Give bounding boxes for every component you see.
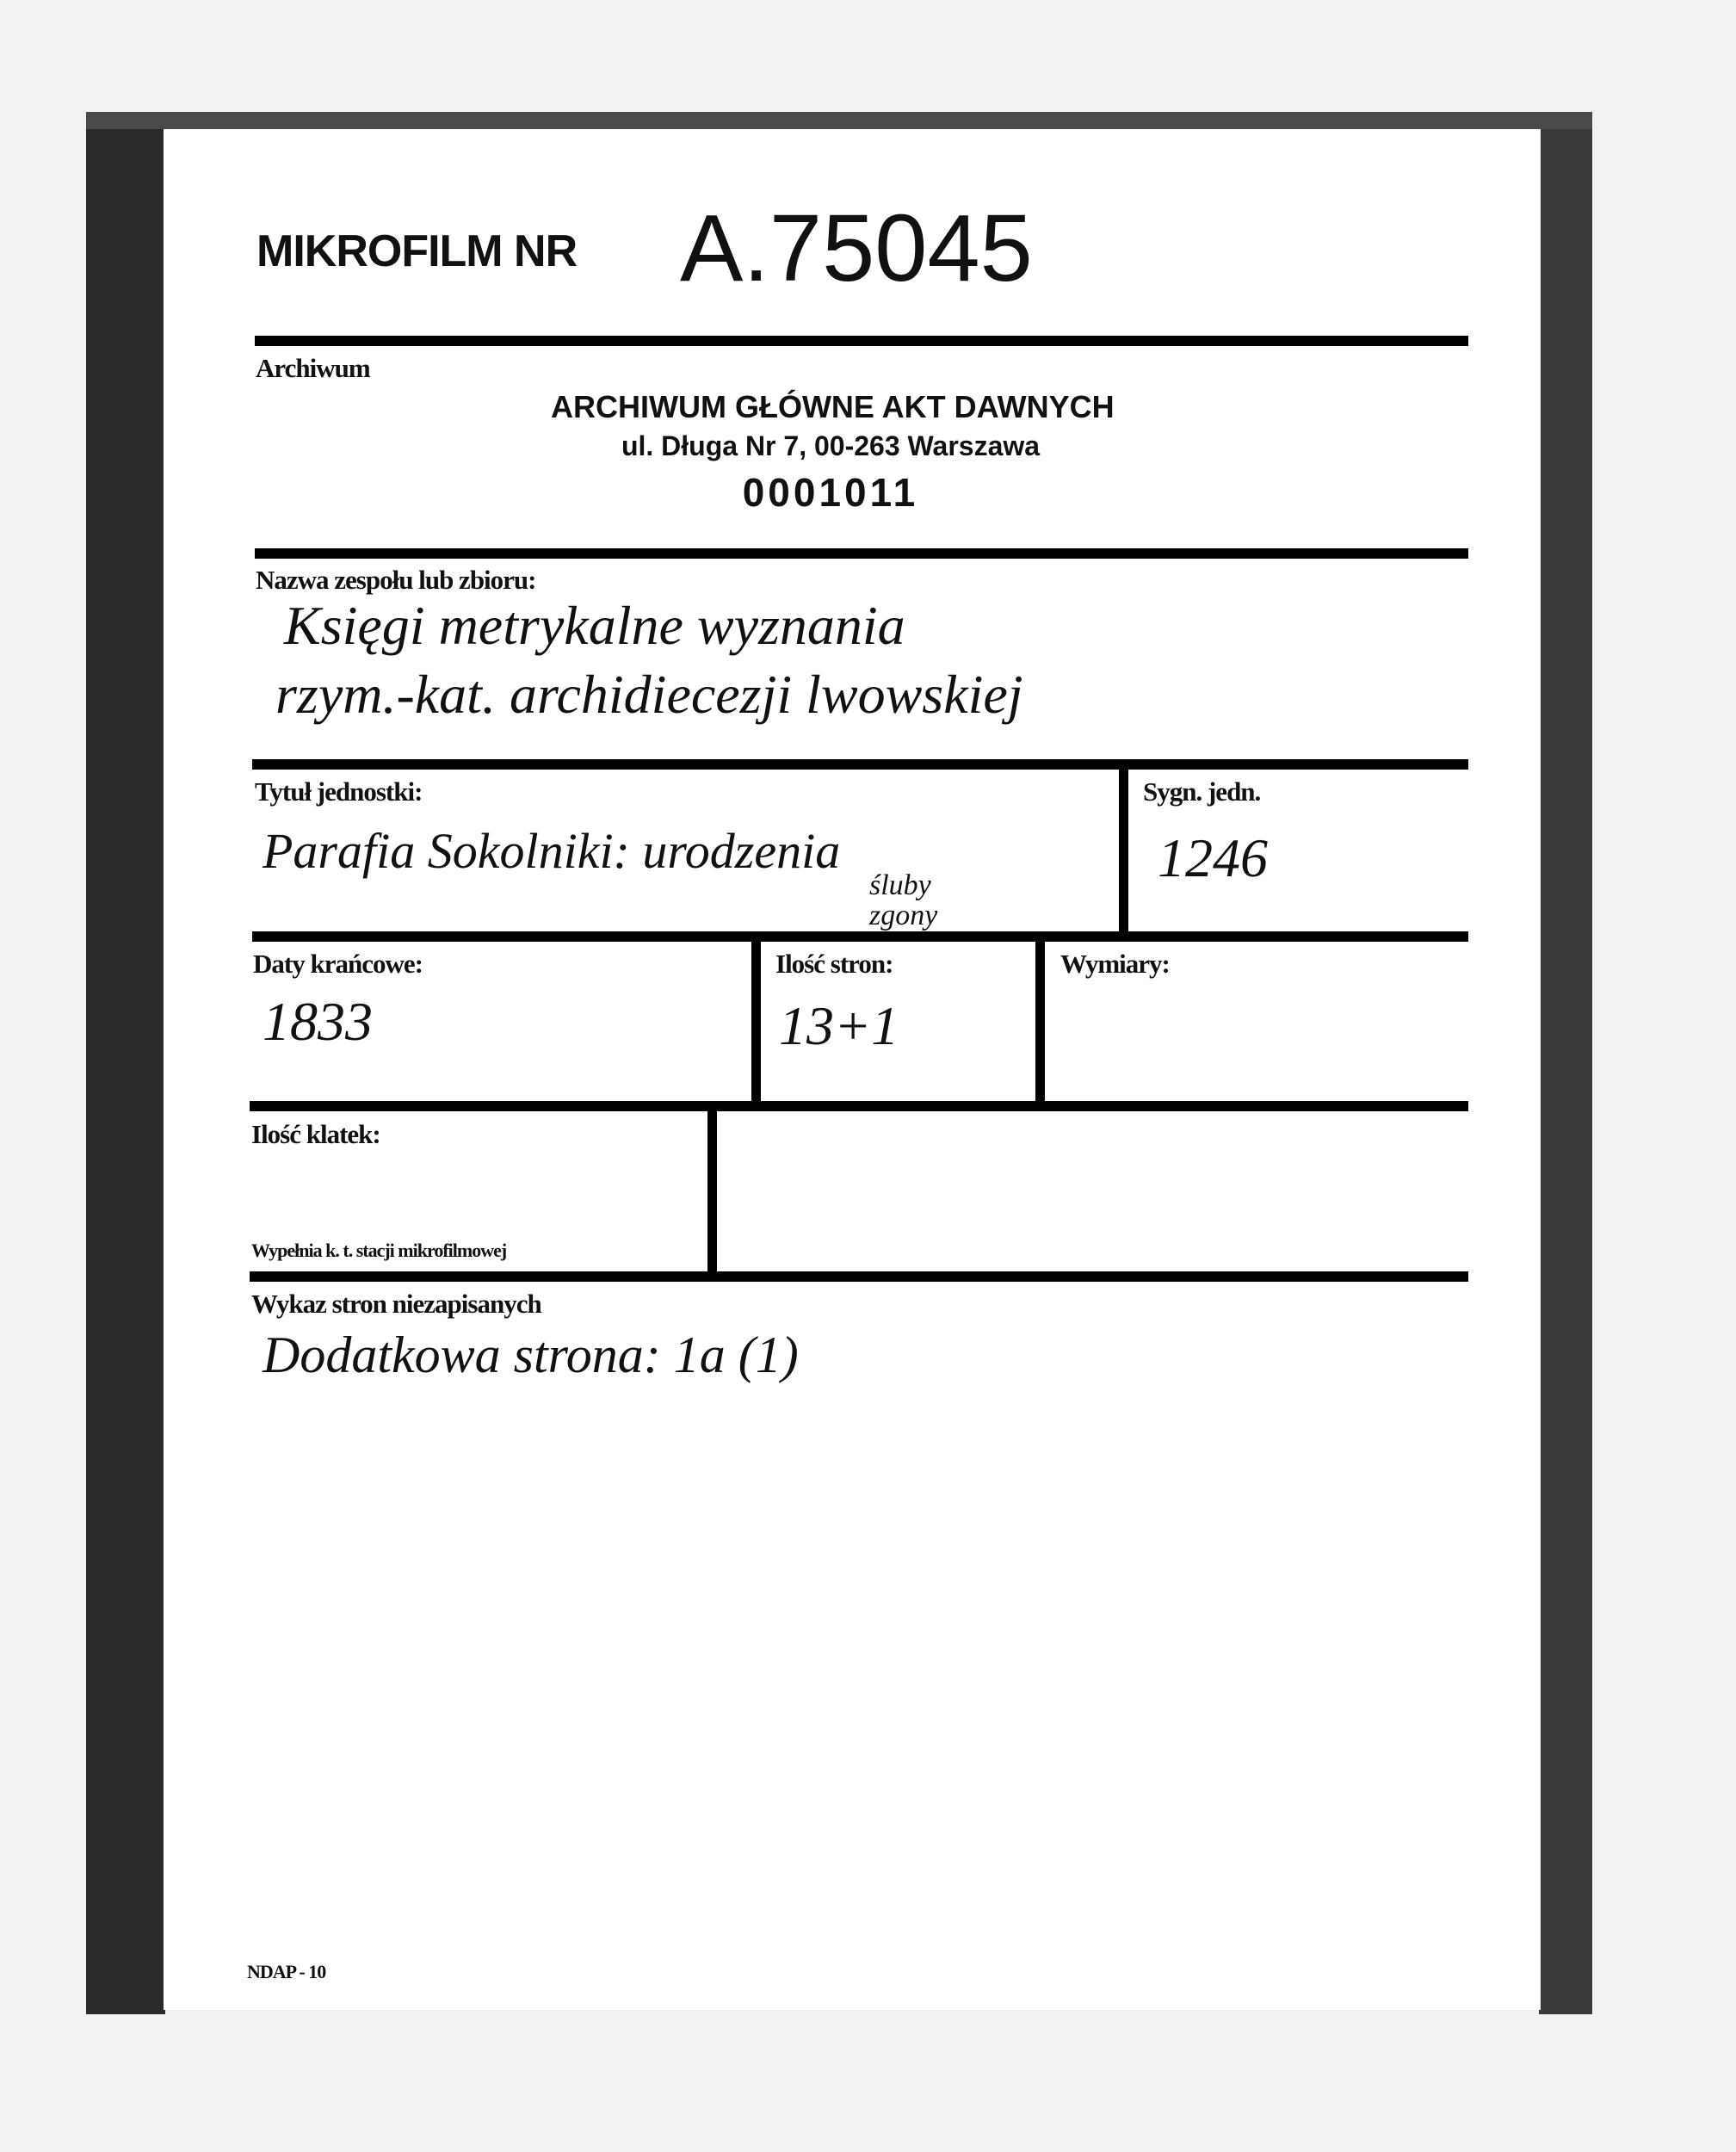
dates-label: Daty krańcowe:: [253, 949, 423, 979]
archive-stamp-address: ul. Długa Nr 7, 00-263 Warszawa: [621, 430, 1041, 461]
unit-title-value-2: śluby: [869, 869, 931, 901]
collection-label: Nazwa zespołu lub zbioru:: [256, 565, 536, 595]
divider: [255, 336, 1468, 346]
collection-value-line2: rzym.-kat. archidiecezji lwowskiej: [275, 664, 1023, 725]
pages-value: 13+1: [779, 995, 899, 1056]
signature-label: Sygn. jedn.: [1143, 776, 1261, 807]
microfilm-number: A.75045: [680, 195, 1033, 301]
unit-title-value-3: zgony: [869, 900, 938, 931]
scan-border-top: [86, 112, 1592, 131]
dimensions-label: Wymiary:: [1060, 949, 1170, 979]
divider-vertical: [1035, 931, 1045, 1108]
blank-pages-value: Dodatkowa strona: 1a (1): [263, 1326, 799, 1383]
divider: [250, 1271, 1468, 1282]
frames-label: Ilość klatek:: [251, 1119, 380, 1149]
divider: [255, 548, 1468, 559]
divider: [252, 931, 1468, 942]
unit-title-value: Parafia Sokolniki: urodzenia: [263, 823, 841, 879]
dates-value: 1833: [263, 991, 373, 1052]
divider: [252, 759, 1468, 770]
archive-label: Archiwum: [256, 353, 370, 383]
form-code: NDAP - 10: [247, 1961, 326, 1982]
archive-stamp-number: 0001011: [742, 470, 919, 515]
blank-pages-label: Wykaz stron niezapisanych: [251, 1289, 541, 1319]
archive-stamp-name: ARCHIWUM GŁÓWNE AKT DAWNYCH: [551, 389, 1115, 424]
divider-vertical: [751, 931, 761, 1108]
collection-value-line1: Księgi metrykalne wyznania: [284, 595, 905, 656]
signature-value: 1246: [1158, 827, 1268, 888]
scan-border-right: [1539, 129, 1592, 2014]
frames-note: Wypełnia k. t. stacji mikrofilmowej: [251, 1240, 507, 1261]
divider: [250, 1101, 1468, 1111]
divider-vertical: [1119, 759, 1128, 936]
unit-title-label: Tytuł jednostki:: [255, 776, 423, 807]
pages-label: Ilość stron:: [775, 949, 893, 979]
scan-border-left: [86, 129, 165, 2014]
form-title: MIKROFILM NR: [256, 226, 578, 276]
divider-vertical: [707, 1101, 717, 1277]
